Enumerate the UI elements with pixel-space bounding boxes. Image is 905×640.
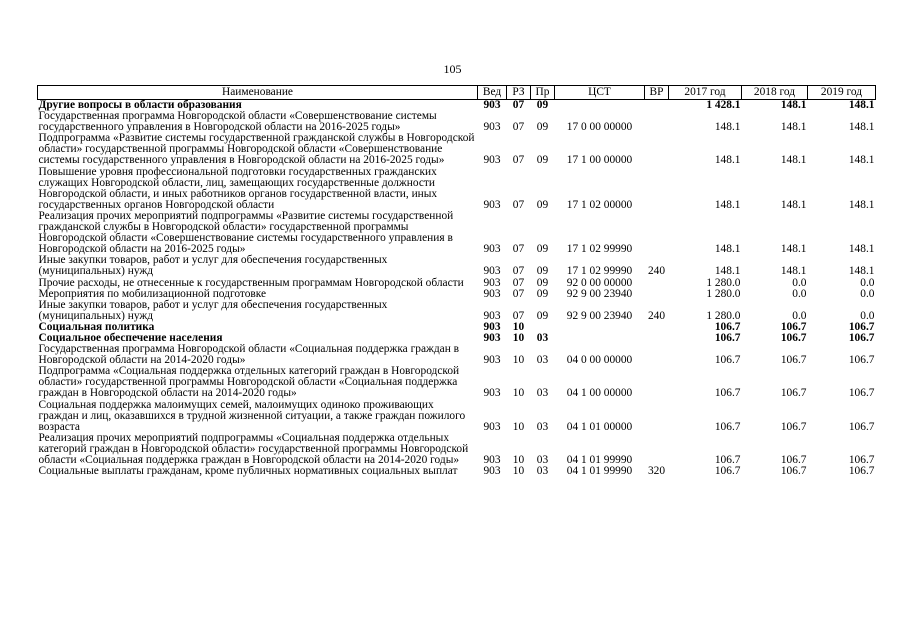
row-ved: 903 bbox=[483, 243, 501, 256]
row-name: Прочие расходы, не отнесенные к государственным программам Новгородской области bbox=[38, 276, 464, 289]
row-ved: 903 bbox=[483, 465, 501, 478]
table-row bbox=[38, 366, 876, 399]
row-rz: 07 bbox=[512, 121, 525, 134]
row-value-2017: 106.7 bbox=[714, 387, 741, 400]
row-ved: 903 bbox=[483, 454, 501, 466]
column-header-2018: 2018 год bbox=[742, 86, 808, 100]
row-value-2019: 148.1 bbox=[848, 265, 875, 278]
row-value-2019: 148.1 bbox=[848, 121, 875, 134]
row-name: Другие вопросы в области образования bbox=[38, 99, 242, 111]
row-ved: 903 bbox=[483, 420, 501, 433]
row-value-2019: 148.1 bbox=[848, 243, 875, 256]
row-ved: 903 bbox=[483, 354, 501, 367]
row-ved: 903 bbox=[483, 121, 501, 134]
row-cst bbox=[555, 333, 645, 344]
row-value-2018: 106.7 bbox=[780, 387, 807, 400]
row-value-2017: 106.7 bbox=[714, 331, 741, 344]
row-value-2019: 106.7 bbox=[848, 454, 875, 466]
row-ved: 903 bbox=[483, 265, 501, 278]
row-vr bbox=[645, 433, 669, 466]
row-cst: 92 9 00 23940 bbox=[566, 287, 633, 300]
row-cst: 17 1 00 00000 bbox=[566, 154, 633, 167]
row-value-2018: 106.7 bbox=[780, 465, 807, 478]
row-ved: 903 bbox=[483, 99, 501, 111]
row-ved: 903 bbox=[483, 154, 501, 167]
row-value-2017: 1 428.1 bbox=[706, 99, 741, 111]
row-cst: 04 1 01 99990 bbox=[566, 454, 633, 466]
row-name: Социальная поддержка малоимущих семей, малоимущих одиноко проживающих граждан и лиц, оказавшихся в трудной жизненной ситуации, а также граждан пожилого возраста bbox=[38, 398, 466, 433]
row-vr bbox=[645, 211, 669, 255]
row-ved: 903 bbox=[483, 198, 501, 211]
row-vr bbox=[645, 366, 669, 399]
row-value-2018: 106.7 bbox=[780, 354, 807, 367]
row-value-2018: 148.1 bbox=[780, 198, 807, 211]
table-row bbox=[38, 211, 876, 255]
row-name: Реализация прочих мероприятий подпрограммы «Развитие системы государственной гражданской службы в Новгородской области» государственной программы Новгородской области «Совершенствование системы государственного управления в Новгородской области на 2016-2025 годы» bbox=[38, 209, 454, 256]
row-pr: 09 bbox=[536, 154, 549, 167]
table-row bbox=[38, 111, 876, 133]
row-name: Иные закупки товаров, работ и услуг для обеспечения государственных (муниципальных) нужд bbox=[38, 254, 388, 278]
row-pr: 09 bbox=[536, 198, 549, 211]
row-value-2017: 148.1 bbox=[714, 198, 741, 211]
budget-table bbox=[37, 85, 876, 477]
row-value-2017: 148.1 bbox=[714, 243, 741, 256]
table-row bbox=[38, 300, 876, 322]
row-value-2017: 106.7 bbox=[714, 320, 741, 333]
row-name: Повышение уровня профессиональной подготовки государственных гражданских служащих Новгородской области, лиц, замещающих государственные должности Новгородской области, и иных работников органов государственной власти, иных государственных органов Новгородской области bbox=[38, 165, 438, 211]
row-value-2018: 148.1 bbox=[780, 243, 807, 256]
row-value-2019: 0.0 bbox=[860, 309, 875, 322]
column-header-2017: 2017 год bbox=[669, 86, 742, 100]
row-value-2018: 148.1 bbox=[780, 154, 807, 167]
row-vr: 240 bbox=[647, 265, 666, 278]
row-pr: 03 bbox=[536, 465, 549, 478]
row-value-2018: 0.0 bbox=[792, 287, 807, 300]
row-value-2018: 106.7 bbox=[780, 420, 807, 433]
column-header-name: Наименование bbox=[38, 86, 478, 100]
row-value-2019: 106.7 bbox=[848, 354, 875, 367]
table-row bbox=[38, 255, 876, 277]
column-header-rz: РЗ bbox=[507, 86, 531, 100]
row-value-2017: 148.1 bbox=[714, 154, 741, 167]
row-pr: 09 bbox=[536, 243, 549, 256]
row-vr bbox=[645, 167, 669, 211]
row-rz: 07 bbox=[512, 287, 525, 300]
row-name: Реализация прочих мероприятий подпрограммы «Социальная поддержка отдельных категорий граждан в Новгородской области» государственной программы Новгородской области «Социальная поддержка граждан в Новгородской области на 2014-2020 годы» bbox=[38, 431, 469, 466]
row-rz: 07 bbox=[512, 243, 525, 256]
row-pr: 09 bbox=[536, 287, 549, 300]
row-cst bbox=[555, 100, 645, 112]
table-row bbox=[38, 400, 876, 433]
column-header-cst: ЦСТ bbox=[555, 86, 645, 100]
row-vr bbox=[645, 278, 669, 289]
row-name: Подпрограмма «Социальная поддержка отдельных категорий граждан в Новгородской области» государственной программы Новгородской области «Социальная поддержка граждан в Новгородской области на 2014-2020 годы» bbox=[38, 365, 460, 400]
table-row bbox=[38, 278, 876, 289]
row-value-2017: 1 280.0 bbox=[706, 276, 741, 289]
row-vr bbox=[645, 111, 669, 133]
row-value-2017: 106.7 bbox=[714, 354, 741, 367]
row-rz: 07 bbox=[512, 265, 525, 278]
row-rz: 10 bbox=[512, 331, 525, 344]
row-value-2018: 106.7 bbox=[780, 454, 807, 466]
row-cst: 04 1 00 00000 bbox=[566, 387, 633, 400]
row-pr: 03 bbox=[536, 387, 549, 400]
row-cst: 04 1 01 99990 bbox=[566, 465, 633, 478]
row-pr: 03 bbox=[536, 454, 549, 466]
row-value-2017: 1 280.0 bbox=[706, 309, 741, 322]
row-rz: 10 bbox=[512, 354, 525, 367]
row-value-2019: 0.0 bbox=[860, 276, 875, 289]
table-row bbox=[38, 133, 876, 166]
row-cst: 04 0 00 00000 bbox=[566, 354, 633, 367]
row-value-2017: 106.7 bbox=[714, 420, 741, 433]
row-value-2019: 0.0 bbox=[860, 287, 875, 300]
row-value-2018: 106.7 bbox=[780, 320, 807, 333]
row-name: Государственная программа Новгородской области «Совершенствование системы государственного управления в Новгородской области на 2016-2025 годы» bbox=[38, 110, 437, 134]
row-value-2018: 148.1 bbox=[780, 99, 807, 111]
row-cst: 17 1 02 00000 bbox=[566, 198, 633, 211]
table-row bbox=[38, 466, 876, 477]
row-vr: 240 bbox=[647, 309, 666, 322]
row-name: Социальная политика bbox=[38, 320, 155, 333]
row-vr bbox=[645, 333, 669, 344]
table-row bbox=[38, 167, 876, 211]
page-number: 105 bbox=[443, 62, 462, 76]
row-cst: 92 0 00 00000 bbox=[566, 276, 633, 289]
row-cst: 04 1 01 00000 bbox=[566, 420, 633, 433]
row-name: Мероприятия по мобилизационной подготовке bbox=[38, 287, 267, 300]
column-header-ved: Вед bbox=[478, 86, 507, 100]
row-value-2019: 106.7 bbox=[848, 387, 875, 400]
table-row bbox=[38, 433, 876, 466]
row-pr: 09 bbox=[536, 265, 549, 278]
row-cst: 17 1 02 99990 bbox=[566, 265, 633, 278]
row-value-2019: 106.7 bbox=[848, 331, 875, 344]
column-header-pr: Пр bbox=[531, 86, 555, 100]
row-value-2017: 106.7 bbox=[714, 454, 741, 466]
row-vr bbox=[645, 100, 669, 112]
row-vr bbox=[645, 344, 669, 366]
row-value-2018: 0.0 bbox=[792, 276, 807, 289]
row-cst: 17 1 02 99990 bbox=[566, 243, 633, 256]
row-vr bbox=[645, 322, 669, 333]
row-ved: 903 bbox=[483, 320, 501, 333]
column-header-vr: ВР bbox=[645, 86, 669, 100]
row-value-2017: 1 280.0 bbox=[706, 287, 741, 300]
row-vr: 320 bbox=[647, 465, 666, 478]
row-rz: 10 bbox=[512, 387, 525, 400]
row-value-2019: 148.1 bbox=[848, 154, 875, 167]
column-header-2019: 2019 год bbox=[808, 86, 876, 100]
row-name: Государственная программа Новгородской области «Социальная поддержка граждан в Новгородской области на 2014-2020 годы» bbox=[38, 343, 460, 367]
row-vr bbox=[645, 133, 669, 166]
row-pr: 09 bbox=[536, 309, 549, 322]
row-name: Иные закупки товаров, работ и услуг для обеспечения государственных (муниципальных) нужд bbox=[38, 298, 388, 322]
row-value-2017: 148.1 bbox=[714, 121, 741, 134]
row-name: Подпрограмма «Развитие системы государственной гражданской службы в Новгородской области» государственной программы Новгородской области «Совершенствование системы государственного управления в Новгородской области на 2016-2025 годы» bbox=[38, 132, 475, 167]
row-pr: 09 bbox=[536, 121, 549, 134]
row-pr: 09 bbox=[536, 99, 549, 111]
row-pr: 09 bbox=[536, 276, 549, 289]
row-ved: 903 bbox=[483, 276, 501, 289]
row-vr bbox=[645, 400, 669, 433]
table-row bbox=[38, 344, 876, 366]
row-rz: 10 bbox=[512, 420, 525, 433]
row-value-2019: 106.7 bbox=[848, 465, 875, 478]
row-value-2017: 106.7 bbox=[714, 465, 741, 478]
row-cst: 92 9 00 23940 bbox=[566, 309, 633, 322]
row-value-2018: 148.1 bbox=[780, 121, 807, 134]
row-ved: 903 bbox=[483, 331, 501, 344]
row-rz: 07 bbox=[512, 198, 525, 211]
row-ved: 903 bbox=[483, 309, 501, 322]
table-header bbox=[38, 86, 876, 100]
row-rz: 07 bbox=[512, 99, 525, 111]
row-cst bbox=[555, 322, 645, 333]
row-value-2019: 148.1 bbox=[848, 99, 875, 111]
row-name: Социальное обеспечение населения bbox=[38, 331, 223, 344]
row-value-2018: 148.1 bbox=[780, 265, 807, 278]
row-pr: 03 bbox=[536, 420, 549, 433]
row-pr: 03 bbox=[536, 354, 549, 367]
table-body bbox=[38, 100, 876, 478]
row-ved: 903 bbox=[483, 387, 501, 400]
row-name: Социальные выплаты гражданам, кроме публичных нормативных социальных выплат bbox=[38, 465, 458, 478]
row-value-2018: 106.7 bbox=[780, 331, 807, 344]
row-rz: 07 bbox=[512, 309, 525, 322]
row-rz: 07 bbox=[512, 154, 525, 167]
row-cst: 17 0 00 00000 bbox=[566, 121, 633, 134]
row-rz: 07 bbox=[512, 276, 525, 289]
row-value-2017: 148.1 bbox=[714, 265, 741, 278]
row-pr: 03 bbox=[536, 331, 549, 344]
row-rz: 10 bbox=[512, 465, 525, 478]
row-ved: 903 bbox=[483, 287, 501, 300]
row-value-2018: 0.0 bbox=[792, 309, 807, 322]
row-vr bbox=[645, 289, 669, 300]
row-rz: 10 bbox=[512, 454, 525, 466]
row-value-2019: 148.1 bbox=[848, 198, 875, 211]
row-value-2019: 106.7 bbox=[848, 420, 875, 433]
row-value-2019: 106.7 bbox=[848, 320, 875, 333]
row-rz: 10 bbox=[512, 320, 525, 333]
